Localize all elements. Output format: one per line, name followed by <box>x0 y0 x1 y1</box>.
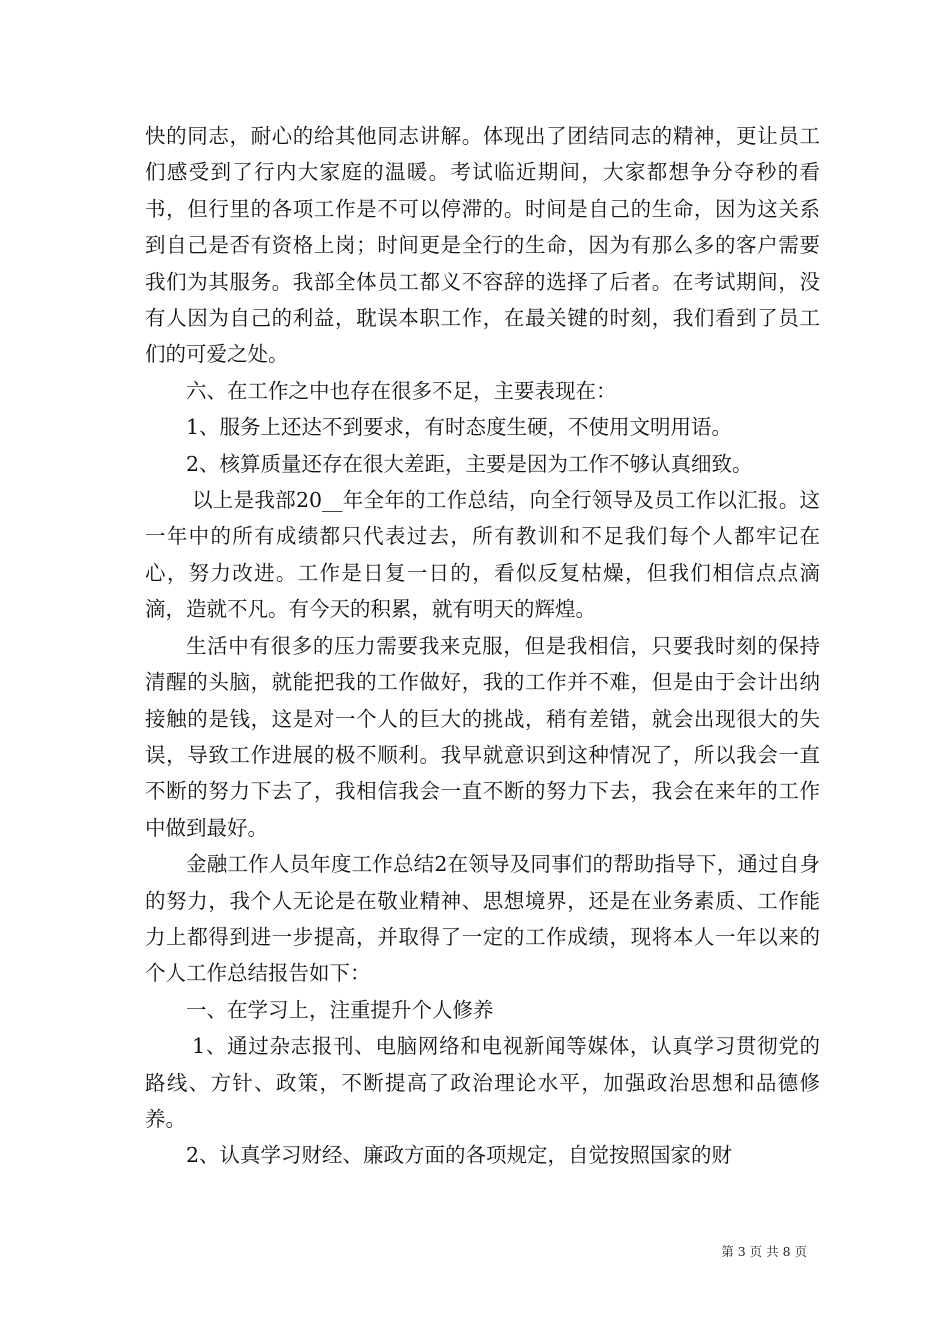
paragraph-study-heading: 一、在学习上，注重提升个人修养 <box>186 997 494 1022</box>
paragraph-life-pressure: 生活中有很多的压力需要我来克服，但是我相信，只要我时刻的保持清醒的头脑，就能把我的工作做好，我的工作并不难，但是由于会计出纳接触的是钱，这是对一个人的巨大的挑战，稍有差错，就会出现很大的失误，导致工作进展的极不顺利。我早就意识到这种情况了，所以我会一直不断的努力下去了，我相信我会一直不断的努力下去，我会在来年的工作中做到最好。 <box>145 633 820 840</box>
paragraph-annual-summary: 以上是我部20__年全年的工作总结，向全行领导及员工作以汇报。这一年中的所有成绩都只代表过去，所有教训和不足我们每个人都牢记在心，努力改进。工作是日复一日的，看似反复枯燥，但我们相信点点滴滴，造就不凡。有今天的积累，就有明天的辉煌。 <box>145 488 820 622</box>
paragraph-study-item-1: 1、通过杂志报刊、电脑网络和电视新闻等媒体，认真学习贯彻党的路线、方针、政策，不断提高了政治理论水平，加强政治思想和品德修养。 <box>145 1034 820 1131</box>
document-body <box>145 118 820 1174</box>
paragraph-shortcoming-service: 1、服务上还达不到要求，有时态度生硬，不使用文明用语。 <box>186 415 733 440</box>
page-number-footer: 第 3 页 共 8 页 <box>721 1244 807 1259</box>
paragraph-work-continuation: 快的同志，耐心的给其他同志讲解。体现出了团结同志的精神，更让员工们感受到了行内大家庭的温暖。考试临近期间，大家都想争分夺秒的看书，但行里的各项工作是不可以停滞的。时间是自己的生命，因为这关系到自己是否有资格上岗；时间更是全行的生命，因为有那么多的客户需要我们为其服务。我部全体员工都义不容辞的选择了后者。在考试期间，没有人因为自己的利益，耽误本职工作，在最关键的时刻，我们看到了员工们的可爱之处。 <box>145 124 820 367</box>
paragraph-shortcomings-heading: 六、在工作之中也存在很多不足，主要表现在： <box>186 378 617 403</box>
paragraph-shortcoming-accounting: 2、核算质量还存在很大差距，主要是因为工作不够认真细致。 <box>186 451 753 476</box>
paragraph-summary-2-intro: 金融工作人员年度工作总结2在领导及同事们的帮助指导下，通过自身的努力，我个人无论是在敬业精神、思想境界，还是在业务素质、工作能力上都得到进一步提高，并取得了一定的工作成绩，现将本人一年以来的个人工作总结报告如下： <box>145 852 820 986</box>
paragraph-study-item-2: 2、认真学习财经、廉政方面的各项规定，自觉按照国家的财 <box>186 1143 733 1168</box>
